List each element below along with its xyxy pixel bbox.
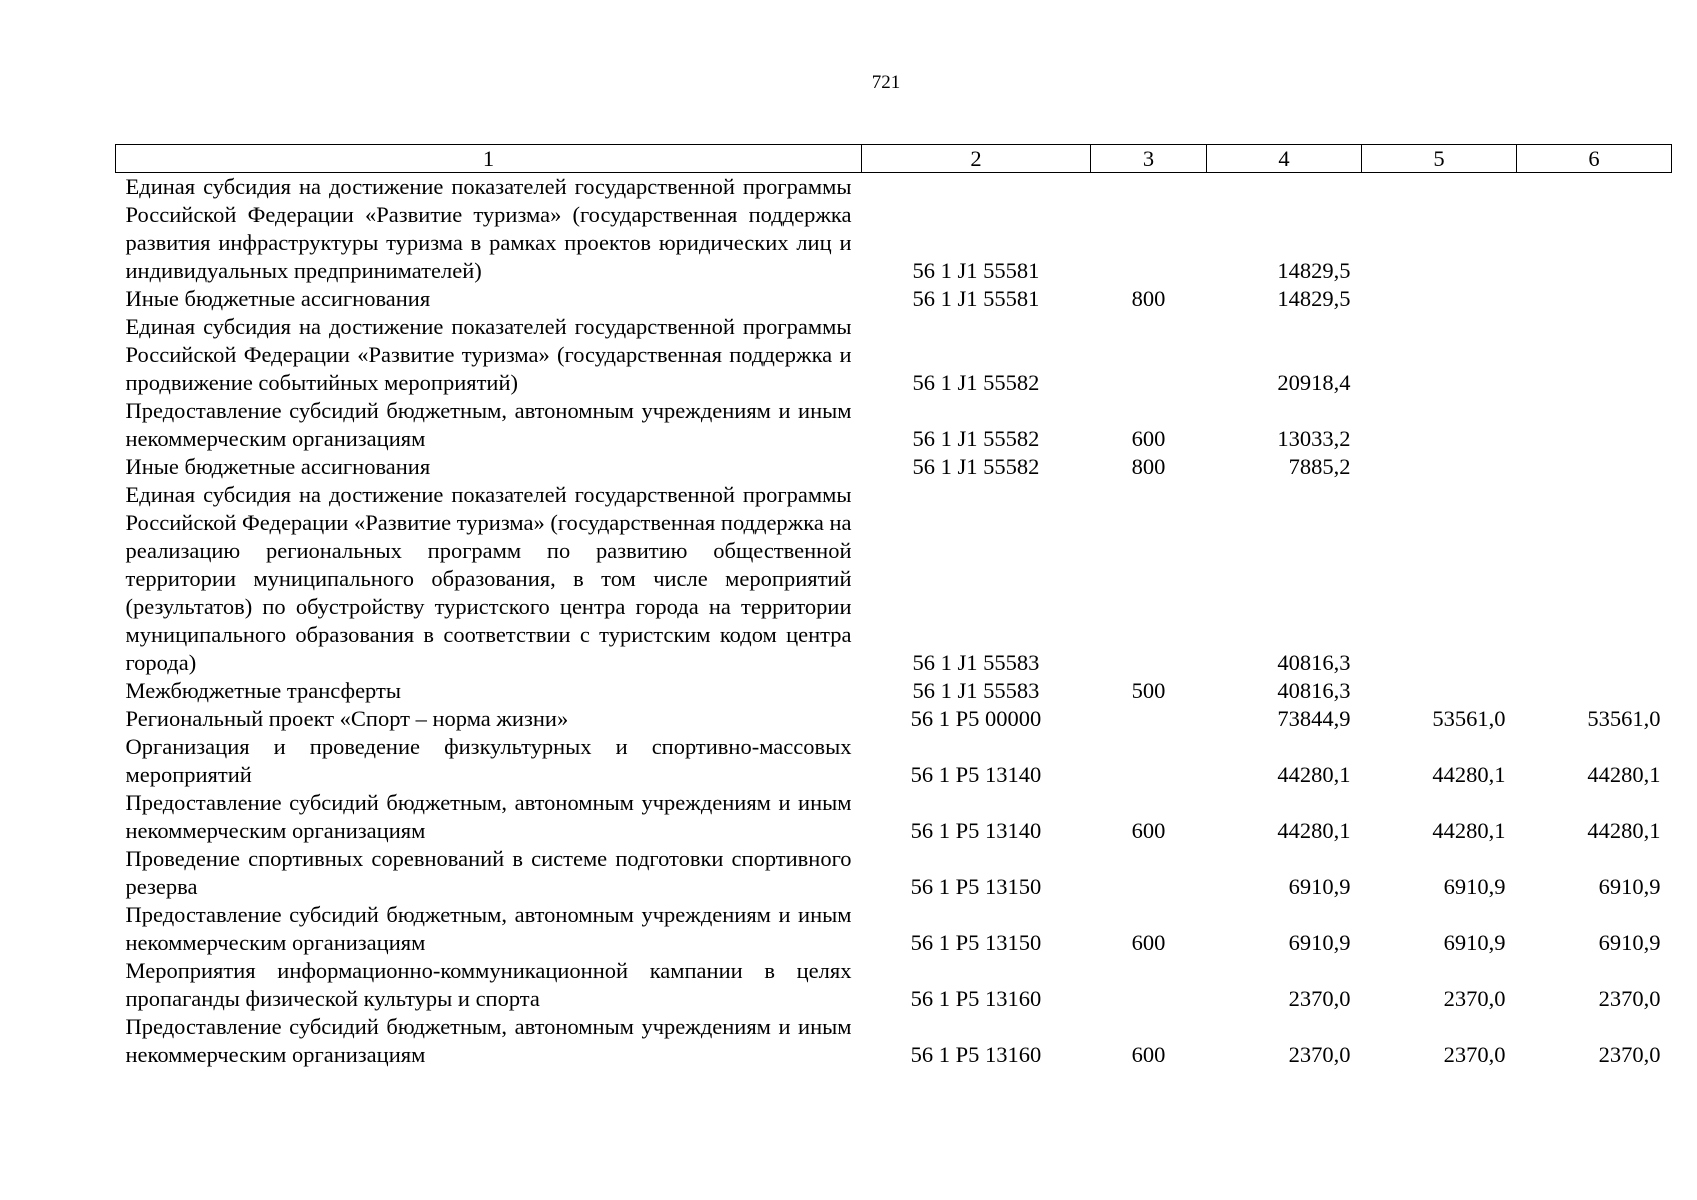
item-name: Мероприятия информационно-коммуникационной кампании в целях пропаганды физической культуры и спорта (125, 958, 852, 1011)
item-name: Предоставление субсидий бюджетным, автономным учреждениям и иным некоммерческим организациям (125, 398, 852, 451)
table-row (116, 173, 1672, 286)
item-name: Межбюджетные трансферты (125, 678, 401, 703)
table-row (116, 313, 1672, 397)
amount-col-5 (1362, 453, 1517, 481)
expense-type: 800 (1131, 286, 1166, 311)
expense-type (1091, 957, 1207, 1013)
item-code: 56 1 J1 55582 (912, 370, 1040, 395)
table-row (116, 733, 1672, 789)
item-name: Организация и проведение физкультурных и спортивно-массовых мероприятий (125, 734, 852, 787)
item-code: 56 1 J1 55583 (912, 650, 1040, 675)
expense-type (1091, 705, 1207, 733)
item-code: 56 1 P5 13140 (910, 818, 1042, 843)
item-code: 56 1 J1 55581 (912, 286, 1040, 311)
amount-col-6 (1517, 285, 1672, 313)
column-header-4: 4 (1207, 145, 1362, 173)
amount-col-6 (1517, 481, 1672, 677)
budget-table (115, 144, 1672, 1069)
item-name: Предоставление субсидий бюджетным, автономным учреждениям и иным некоммерческим организациям (125, 1014, 852, 1067)
amount-col-5: 44280,1 (1432, 762, 1506, 787)
table-row (116, 957, 1672, 1013)
table-header (116, 145, 1672, 173)
item-name: Предоставление субсидий бюджетным, автономным учреждениям и иным некоммерческим организациям (125, 790, 852, 843)
amount-col-5 (1362, 677, 1517, 705)
table-row (116, 285, 1672, 313)
item-code: 56 1 J1 55583 (912, 678, 1040, 703)
amount-col-6: 6910,9 (1598, 930, 1661, 955)
item-name: Единая субсидия на достижение показателей государственной программы Российской Федерации «Развитие туризма» (государственная поддержка и продвижение событийных мероприятий) (125, 314, 852, 395)
expense-type (1091, 845, 1207, 901)
amount-col-5 (1362, 173, 1517, 286)
expense-type: 600 (1131, 1042, 1166, 1067)
amount-col-4: 13033,2 (1277, 426, 1351, 451)
table-row (116, 705, 1672, 733)
amount-col-6: 2370,0 (1598, 986, 1661, 1011)
amount-col-6: 6910,9 (1598, 874, 1661, 899)
table-row (116, 845, 1672, 901)
amount-col-4: 2370,0 (1288, 986, 1351, 1011)
table-row (116, 789, 1672, 845)
item-name: Иные бюджетные ассигнования (125, 454, 431, 479)
amount-col-5 (1362, 285, 1517, 313)
column-header-5: 5 (1362, 145, 1517, 173)
item-name: Единая субсидия на достижение показателей государственной программы Российской Федерации «Развитие туризма» (государственная поддержка на реализацию региональных программ по развитию общественной территории муниципального образования, в том числе мероприятий (результатов) по обустройству туристского центра города на территории муниципального образования в соответствии с туристским кодом центра города) (125, 482, 852, 675)
amount-col-5: 6910,9 (1443, 874, 1506, 899)
expense-type: 600 (1131, 930, 1166, 955)
amount-col-4: 44280,1 (1277, 818, 1351, 843)
column-header-1: 1 (116, 145, 862, 173)
amount-col-4: 14829,5 (1277, 286, 1351, 311)
amount-col-4: 73844,9 (1277, 706, 1351, 731)
column-header-2: 2 (862, 145, 1091, 173)
amount-col-6: 44280,1 (1587, 818, 1661, 843)
item-code: 56 1 J1 55582 (912, 454, 1040, 479)
item-code: 56 1 J1 55582 (912, 426, 1040, 451)
table-row (116, 397, 1672, 453)
amount-col-4: 40816,3 (1277, 650, 1351, 675)
table-row (116, 481, 1672, 677)
amount-col-6: 2370,0 (1598, 1042, 1661, 1067)
expense-type: 800 (1131, 454, 1166, 479)
amount-col-6 (1517, 453, 1672, 481)
item-code: 56 1 P5 13150 (910, 874, 1042, 899)
amount-col-5: 2370,0 (1443, 1042, 1506, 1067)
amount-col-4: 6910,9 (1288, 930, 1351, 955)
item-code: 56 1 P5 13150 (910, 930, 1042, 955)
amount-col-4: 14829,5 (1277, 258, 1351, 283)
amount-col-4: 20918,4 (1277, 370, 1351, 395)
amount-col-5: 6910,9 (1443, 930, 1506, 955)
expense-type: 600 (1131, 818, 1166, 843)
amount-col-6 (1517, 173, 1672, 286)
expense-type: 500 (1131, 678, 1166, 703)
item-code: 56 1 P5 13160 (910, 986, 1042, 1011)
amount-col-5 (1362, 397, 1517, 453)
item-code: 56 1 J1 55581 (912, 258, 1040, 283)
expense-type (1091, 313, 1207, 397)
item-code: 56 1 P5 13140 (910, 762, 1042, 787)
amount-col-4: 7885,2 (1288, 454, 1351, 479)
item-name: Единая субсидия на достижение показателей государственной программы Российской Федерации «Развитие туризма» (государственная поддержка развития инфраструктуры туризма в рамках проектов юридических лиц и индивидуальных предпринимателей) (125, 174, 852, 283)
table-row (116, 901, 1672, 957)
item-name: Региональный проект «Спорт – норма жизни» (125, 706, 569, 731)
amount-col-5: 53561,0 (1432, 706, 1506, 731)
table-body (116, 173, 1672, 1070)
amount-col-4: 6910,9 (1288, 874, 1351, 899)
amount-col-4: 2370,0 (1288, 1042, 1351, 1067)
table-row (116, 1013, 1672, 1069)
table-row (116, 453, 1672, 481)
item-name: Предоставление субсидий бюджетным, автономным учреждениям и иным некоммерческим организациям (125, 902, 852, 955)
amount-col-6 (1517, 397, 1672, 453)
page-number: 721 (871, 72, 901, 93)
item-name: Иные бюджетные ассигнования (125, 286, 431, 311)
amount-col-4: 44280,1 (1277, 762, 1351, 787)
amount-col-5 (1362, 313, 1517, 397)
expense-type (1091, 733, 1207, 789)
expense-type (1091, 481, 1207, 677)
amount-col-6: 53561,0 (1587, 706, 1661, 731)
amount-col-6 (1517, 313, 1672, 397)
expense-type: 600 (1131, 426, 1166, 451)
header-row (116, 145, 1672, 173)
expense-type (1091, 173, 1207, 286)
item-code: 56 1 P5 13160 (910, 1042, 1042, 1067)
amount-col-6 (1517, 677, 1672, 705)
amount-col-4: 40816,3 (1277, 678, 1351, 703)
item-name: Проведение спортивных соревнований в системе подготовки спортивного резерва (125, 846, 852, 899)
amount-col-5: 2370,0 (1443, 986, 1506, 1011)
item-code: 56 1 P5 00000 (910, 706, 1042, 731)
table-row (116, 677, 1672, 705)
amount-col-6: 44280,1 (1587, 762, 1661, 787)
amount-col-5 (1362, 481, 1517, 677)
amount-col-5: 44280,1 (1432, 818, 1506, 843)
column-header-6: 6 (1517, 145, 1672, 173)
column-header-3: 3 (1091, 145, 1207, 173)
